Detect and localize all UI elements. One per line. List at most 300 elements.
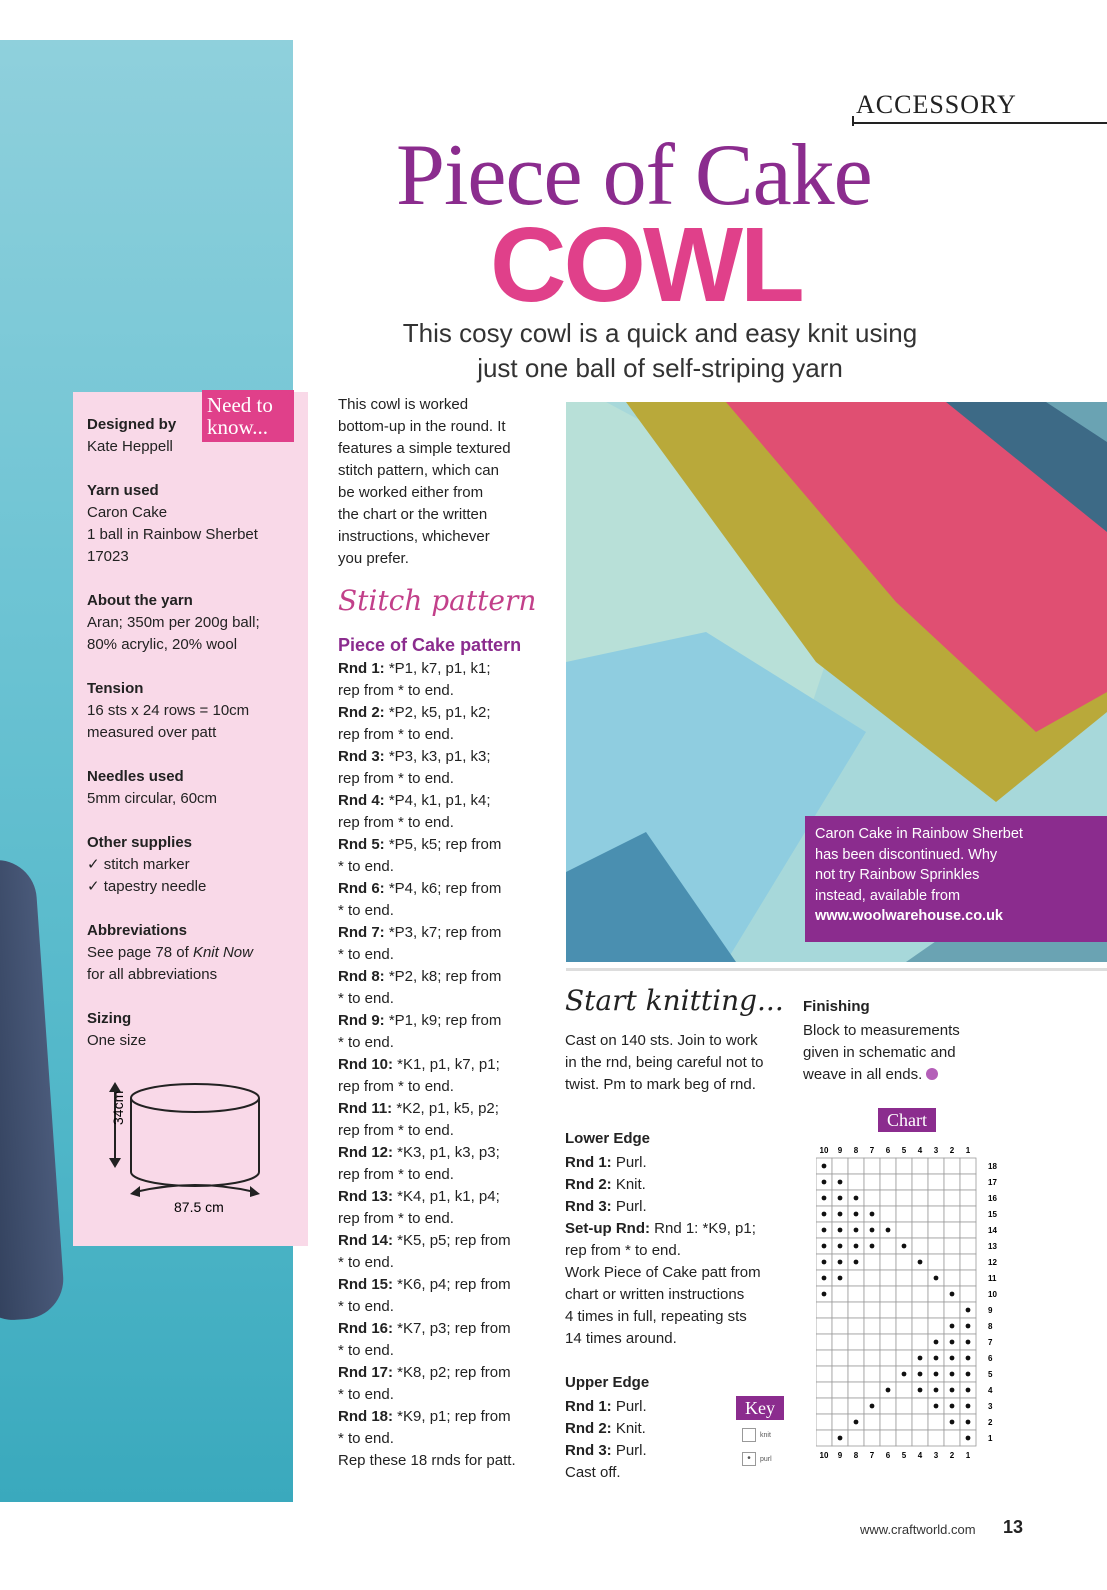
pattern-round-cont: * to end. bbox=[338, 1034, 394, 1051]
chart-row-number: 13 bbox=[988, 1242, 997, 1251]
chart-cell bbox=[848, 1174, 864, 1190]
purl-dot bbox=[934, 1340, 939, 1345]
tension-line: 16 sts x 24 rows = 10cm bbox=[87, 702, 250, 719]
title-line-2: COWL bbox=[490, 206, 802, 324]
chart-cell bbox=[928, 1318, 944, 1334]
chart-cell bbox=[880, 1430, 896, 1446]
about-yarn-heading: About the yarn bbox=[87, 592, 193, 609]
chart-cell bbox=[880, 1302, 896, 1318]
setup-line: 14 times around. bbox=[565, 1330, 677, 1347]
chart-cell bbox=[912, 1270, 928, 1286]
chart-cell bbox=[896, 1382, 912, 1398]
chart-cell bbox=[960, 1206, 976, 1222]
photo-caption bbox=[805, 816, 1107, 942]
chart-cell bbox=[816, 1414, 832, 1430]
about-yarn-block bbox=[87, 590, 297, 656]
purl-dot bbox=[822, 1180, 827, 1185]
stitch-chart bbox=[816, 1144, 1016, 1484]
lower-round: Rnd 2: Knit. bbox=[565, 1176, 646, 1193]
chart-cell bbox=[928, 1174, 944, 1190]
purl-dot bbox=[838, 1260, 843, 1265]
chart-cell bbox=[896, 1430, 912, 1446]
chart-cell bbox=[848, 1366, 864, 1382]
purl-dot bbox=[950, 1356, 955, 1361]
chart-cell bbox=[944, 1222, 960, 1238]
chart-cell bbox=[928, 1206, 944, 1222]
chart-row-number: 16 bbox=[988, 1194, 997, 1203]
intro-text-line: you prefer. bbox=[338, 550, 409, 567]
intro-text-line: be worked either from bbox=[338, 484, 484, 501]
pattern-round: Rnd 11: *K2, p1, k5, p2; bbox=[338, 1100, 499, 1117]
purl-symbol: • bbox=[742, 1452, 756, 1466]
chart-cell bbox=[928, 1158, 944, 1174]
chart-cell bbox=[864, 1430, 880, 1446]
chart-cell bbox=[864, 1366, 880, 1382]
chart-cell bbox=[960, 1270, 976, 1286]
stitch-pattern-heading: Stitch pattern bbox=[338, 584, 537, 617]
chart-cell bbox=[896, 1206, 912, 1222]
purl-dot bbox=[934, 1356, 939, 1361]
purl-dot bbox=[854, 1244, 859, 1249]
chart-col-number: 8 bbox=[853, 1451, 859, 1460]
chart-row-number: 3 bbox=[988, 1402, 993, 1411]
chart-cell bbox=[864, 1334, 880, 1350]
chart-cell bbox=[928, 1302, 944, 1318]
pattern-round-cont: * to end. bbox=[338, 946, 394, 963]
chart-cell bbox=[848, 1334, 864, 1350]
start-knitting-heading: Start knitting... bbox=[565, 984, 784, 1017]
pattern-subheading: Piece of Cake pattern bbox=[338, 635, 522, 655]
chart-cell bbox=[896, 1254, 912, 1270]
purl-dot bbox=[870, 1404, 875, 1409]
chart-cell bbox=[896, 1190, 912, 1206]
purl-dot bbox=[966, 1324, 971, 1329]
chart-cell bbox=[848, 1430, 864, 1446]
chart-row-number: 7 bbox=[988, 1338, 993, 1347]
upper-round: Rnd 1: Purl. bbox=[565, 1398, 647, 1415]
upper-edge-heading: Upper Edge bbox=[565, 1374, 650, 1391]
abbreviations-heading: Abbreviations bbox=[87, 922, 188, 939]
about-yarn-line: 80% acrylic, 20% wool bbox=[87, 636, 238, 653]
chart-col-number: 4 bbox=[917, 1146, 923, 1155]
chart-cell bbox=[944, 1254, 960, 1270]
chart-col-number: 10 bbox=[819, 1451, 829, 1460]
chart-cell bbox=[944, 1430, 960, 1446]
designed-by-heading: Designed by bbox=[87, 416, 177, 433]
finishing-text bbox=[803, 1020, 1003, 1086]
instruction-line: Cast on 140 sts. Join to work bbox=[565, 1032, 758, 1049]
purl-dot bbox=[838, 1436, 843, 1441]
purl-dot bbox=[966, 1372, 971, 1377]
key-knit-label: knit bbox=[760, 1431, 771, 1439]
chart-cell bbox=[864, 1414, 880, 1430]
needles-block bbox=[87, 766, 297, 810]
needles-line: 5mm circular, 60cm bbox=[87, 790, 218, 807]
pattern-round-cont: * to end. bbox=[338, 902, 394, 919]
chart-cell bbox=[960, 1222, 976, 1238]
pattern-round-cont: rep from * to end. bbox=[338, 1210, 454, 1227]
purl-dot bbox=[822, 1276, 827, 1281]
supplies-block bbox=[87, 832, 297, 898]
rounds-list bbox=[338, 658, 548, 1450]
purl-dot bbox=[966, 1420, 971, 1425]
purl-dot bbox=[966, 1404, 971, 1409]
chart-cell bbox=[960, 1174, 976, 1190]
finishing-heading: Finishing bbox=[803, 998, 870, 1015]
yarn-used-heading: Yarn used bbox=[87, 482, 159, 499]
chart-cell bbox=[960, 1238, 976, 1254]
chart-cell bbox=[880, 1270, 896, 1286]
designed-by-block bbox=[87, 414, 297, 458]
height-label: 34cm bbox=[110, 1090, 126, 1125]
chart-cell bbox=[880, 1350, 896, 1366]
intro-text-line: bottom-up in the round. It bbox=[338, 418, 506, 435]
pattern-round: Rnd 9: *P1, k9; rep from bbox=[338, 1012, 502, 1029]
chart-cell bbox=[848, 1398, 864, 1414]
chart-cell bbox=[912, 1158, 928, 1174]
chart-cell bbox=[816, 1302, 832, 1318]
pattern-round: Rnd 6: *P4, k6; rep from bbox=[338, 880, 502, 897]
chart-cell bbox=[864, 1350, 880, 1366]
chart-cell bbox=[880, 1318, 896, 1334]
chart-cell bbox=[832, 1398, 848, 1414]
chart-cell bbox=[864, 1318, 880, 1334]
chart-cell bbox=[832, 1350, 848, 1366]
finishing-line: given in schematic and bbox=[803, 1044, 956, 1061]
purl-dot bbox=[822, 1244, 827, 1249]
chart-cell bbox=[880, 1190, 896, 1206]
purl-dot bbox=[950, 1340, 955, 1345]
purl-dot bbox=[886, 1388, 891, 1393]
purl-dot bbox=[854, 1260, 859, 1265]
chart-cell bbox=[896, 1318, 912, 1334]
pattern-round: Rnd 3: *P3, k3, p1, k3; bbox=[338, 748, 491, 765]
chart-col-number: 3 bbox=[933, 1146, 939, 1155]
chart-row-number: 11 bbox=[988, 1274, 997, 1283]
pattern-round: Rnd 4: *P4, k1, p1, k4; bbox=[338, 792, 491, 809]
pattern-round-cont: * to end. bbox=[338, 1430, 394, 1447]
pattern-round-cont: * to end. bbox=[338, 990, 394, 1007]
yarn-used-block bbox=[87, 480, 297, 568]
section-label: ACCESSORY bbox=[856, 90, 1017, 119]
chart-cell bbox=[912, 1414, 928, 1430]
chart-cell bbox=[880, 1174, 896, 1190]
tag-line: know... bbox=[207, 415, 269, 439]
chart-cell bbox=[816, 1430, 832, 1446]
purl-dot bbox=[838, 1276, 843, 1281]
instruction-line: twist. Pm to mark beg of rnd. bbox=[565, 1076, 756, 1093]
purl-dot bbox=[950, 1292, 955, 1297]
chart-cell bbox=[896, 1270, 912, 1286]
purl-dot bbox=[950, 1324, 955, 1329]
purl-dot bbox=[838, 1244, 843, 1249]
chart-cell bbox=[896, 1414, 912, 1430]
chart-cell bbox=[928, 1222, 944, 1238]
caption-line: not try Rainbow Sprinkles bbox=[815, 867, 980, 883]
lower-round: Rnd 3: Purl. bbox=[565, 1198, 647, 1215]
chart-col-number: 2 bbox=[949, 1451, 955, 1460]
chart-cell bbox=[912, 1238, 928, 1254]
finishing-line: weave in all ends. bbox=[803, 1064, 1003, 1086]
chart-cell bbox=[848, 1382, 864, 1398]
cast-on-instructions bbox=[565, 1030, 795, 1096]
purl-dot bbox=[902, 1244, 907, 1249]
pattern-round-cont: rep from * to end. bbox=[338, 814, 454, 831]
purl-dot bbox=[966, 1308, 971, 1313]
supply-item: ✓ stitch marker bbox=[87, 856, 190, 873]
pattern-round: Rnd 8: *P2, k8; rep from bbox=[338, 968, 502, 985]
chart-cell bbox=[960, 1158, 976, 1174]
key-purl bbox=[742, 1452, 772, 1466]
finishing-line: Block to measurements bbox=[803, 1022, 960, 1039]
key-knit bbox=[742, 1428, 771, 1442]
purl-dot bbox=[854, 1212, 859, 1217]
chart-cell bbox=[848, 1318, 864, 1334]
yarn-line: Caron Cake bbox=[87, 504, 168, 521]
chart-cell bbox=[816, 1350, 832, 1366]
lower-edge-rounds bbox=[565, 1152, 795, 1350]
key-label: Key bbox=[736, 1396, 784, 1420]
chart-cell bbox=[944, 1270, 960, 1286]
upper-round: Rnd 3: Purl. bbox=[565, 1442, 647, 1459]
purl-dot bbox=[918, 1260, 923, 1265]
caption-line: has been discontinued. Why bbox=[815, 846, 998, 863]
chart-row-number: 1 bbox=[988, 1434, 993, 1443]
circumference-label: 87.5 cm bbox=[174, 1199, 224, 1215]
purl-dot bbox=[854, 1420, 859, 1425]
supply-item: ✓ tapestry needle bbox=[87, 878, 207, 895]
purl-dot bbox=[886, 1228, 891, 1233]
tension-block bbox=[87, 678, 297, 744]
chart-cell bbox=[928, 1430, 944, 1446]
chart-row-number: 9 bbox=[988, 1306, 993, 1315]
chart-cell bbox=[864, 1158, 880, 1174]
chart-cell bbox=[816, 1366, 832, 1382]
pattern-round: Rnd 14: *K5, p5; rep from bbox=[338, 1232, 511, 1249]
chart-cell bbox=[864, 1174, 880, 1190]
purl-dot bbox=[838, 1212, 843, 1217]
chart-cell bbox=[944, 1302, 960, 1318]
chart-cell bbox=[896, 1286, 912, 1302]
chart-cell bbox=[928, 1238, 944, 1254]
pattern-round-cont: * to end. bbox=[338, 1254, 394, 1271]
chart-cell bbox=[912, 1222, 928, 1238]
purl-dot bbox=[966, 1356, 971, 1361]
chart-cell bbox=[944, 1158, 960, 1174]
chart-cell bbox=[832, 1366, 848, 1382]
chart-cell bbox=[912, 1318, 928, 1334]
pattern-round-cont: rep from * to end. bbox=[338, 1166, 454, 1183]
pattern-round: Rnd 12: *K3, p1, k3, p3; bbox=[338, 1144, 500, 1161]
purl-dot bbox=[950, 1372, 955, 1377]
chart-cell bbox=[832, 1318, 848, 1334]
chart-cell bbox=[928, 1286, 944, 1302]
purl-dot bbox=[934, 1404, 939, 1409]
chart-cell bbox=[816, 1334, 832, 1350]
chart-cell bbox=[864, 1190, 880, 1206]
chart-row-number: 17 bbox=[988, 1178, 997, 1187]
purl-dot bbox=[902, 1372, 907, 1377]
chart-col-number: 5 bbox=[901, 1146, 907, 1155]
pattern-closing: Rep these 18 rnds for patt. bbox=[338, 1452, 516, 1469]
chart-cell bbox=[816, 1318, 832, 1334]
chart-cell bbox=[832, 1158, 848, 1174]
chart-cell bbox=[912, 1398, 928, 1414]
section-rule bbox=[852, 122, 1107, 124]
chart-cell bbox=[832, 1286, 848, 1302]
chart-cell bbox=[880, 1414, 896, 1430]
caption-line: instead, available from bbox=[815, 887, 961, 904]
pattern-round-cont: rep from * to end. bbox=[338, 682, 454, 699]
purl-dot bbox=[822, 1260, 827, 1265]
chart-cell bbox=[864, 1270, 880, 1286]
intro-standfirst bbox=[360, 316, 960, 386]
chart-col-number: 6 bbox=[885, 1451, 891, 1460]
lower-round: Rnd 1: Purl. bbox=[565, 1154, 647, 1171]
chart-col-number: 10 bbox=[819, 1146, 829, 1155]
chart-cell bbox=[944, 1174, 960, 1190]
abbreviations-line: for all abbreviations bbox=[87, 966, 218, 983]
chart-cell bbox=[912, 1206, 928, 1222]
lower-edge-heading: Lower Edge bbox=[565, 1130, 651, 1147]
chart-row-number: 10 bbox=[988, 1290, 997, 1299]
purl-dot bbox=[870, 1228, 875, 1233]
purl-dot bbox=[822, 1292, 827, 1297]
caption-link[interactable]: www.woolwarehouse.co.uk bbox=[815, 908, 1003, 924]
pattern-round: Rnd 5: *P5, k5; rep from bbox=[338, 836, 502, 853]
intro-line: This cosy cowl is a quick and easy knit using bbox=[402, 318, 918, 348]
chart-cell bbox=[896, 1334, 912, 1350]
intro-line: just one ball of self-striping yarn bbox=[477, 353, 843, 383]
chart-cell bbox=[880, 1366, 896, 1382]
abbreviations-text: See page 78 of bbox=[87, 944, 193, 961]
pattern-round: Rnd 7: *P3, k7; rep from bbox=[338, 924, 502, 941]
caption-line: Caron Cake in Rainbow Sherbet bbox=[815, 826, 1023, 842]
setup-round: Set-up Rnd: Rnd 1: *K9, p1; bbox=[565, 1220, 756, 1237]
chart-cell bbox=[848, 1270, 864, 1286]
pattern-round-cont: * to end. bbox=[338, 1298, 394, 1315]
chart-cell bbox=[944, 1206, 960, 1222]
yarn-line: 1 ball in Rainbow Sherbet bbox=[87, 526, 258, 543]
chart-row-number: 14 bbox=[988, 1226, 997, 1235]
pattern-round-cont: rep from * to end. bbox=[338, 1122, 454, 1139]
needles-heading: Needles used bbox=[87, 768, 184, 785]
chart-cell bbox=[896, 1302, 912, 1318]
chart-cell bbox=[896, 1350, 912, 1366]
chart-cell bbox=[928, 1254, 944, 1270]
chart-cell bbox=[848, 1350, 864, 1366]
pattern-round: Rnd 13: *K4, p1, k1, p4; bbox=[338, 1188, 500, 1205]
pattern-round: Rnd 15: *K6, p4; rep from bbox=[338, 1276, 511, 1293]
chart-cell bbox=[864, 1382, 880, 1398]
purl-dot bbox=[838, 1180, 843, 1185]
purl-dot bbox=[918, 1388, 923, 1393]
instruction-line: in the rnd, being careful not to bbox=[565, 1054, 764, 1071]
purl-dot bbox=[950, 1420, 955, 1425]
chart-row-number: 5 bbox=[988, 1370, 993, 1379]
chart-cell bbox=[880, 1238, 896, 1254]
chart-col-number: 1 bbox=[965, 1146, 971, 1155]
purl-dot bbox=[966, 1340, 971, 1345]
cast-off-line: Cast off. bbox=[565, 1464, 621, 1481]
chart-cell bbox=[912, 1286, 928, 1302]
purl-dot bbox=[918, 1372, 923, 1377]
page-number: 13 bbox=[1003, 1517, 1024, 1537]
magazine-name: Knit Now bbox=[192, 944, 253, 961]
chart-col-number: 3 bbox=[933, 1451, 939, 1460]
supplies-heading: Other supplies bbox=[87, 834, 193, 851]
chart-cell bbox=[848, 1158, 864, 1174]
pattern-round: Rnd 16: *K7, p3; rep from bbox=[338, 1320, 511, 1337]
chart-cell bbox=[880, 1254, 896, 1270]
chart-cell bbox=[832, 1302, 848, 1318]
purl-dot bbox=[918, 1356, 923, 1361]
chart-cell bbox=[960, 1286, 976, 1302]
chart-cell bbox=[832, 1334, 848, 1350]
intro-text-line: the chart or the written bbox=[338, 506, 488, 523]
pattern-round: Rnd 18: *K9, p1; rep from bbox=[338, 1408, 511, 1425]
purl-dot bbox=[966, 1436, 971, 1441]
about-yarn-line: Aran; 350m per 200g ball; bbox=[87, 614, 260, 631]
tension-line: measured over patt bbox=[87, 724, 217, 741]
chart-col-number: 4 bbox=[917, 1451, 923, 1460]
pattern-round: Rnd 2: *P2, k5, p1, k2; bbox=[338, 704, 491, 721]
purl-dot bbox=[934, 1388, 939, 1393]
chart-cell bbox=[912, 1334, 928, 1350]
sizing-heading: Sizing bbox=[87, 1010, 132, 1027]
section-divider bbox=[566, 968, 1107, 971]
footer-url[interactable]: www.craftworld.com bbox=[860, 1522, 976, 1537]
tension-heading: Tension bbox=[87, 680, 144, 697]
chart-cell bbox=[848, 1286, 864, 1302]
purl-dot bbox=[854, 1196, 859, 1201]
purl-dot bbox=[870, 1212, 875, 1217]
chart-cell bbox=[832, 1382, 848, 1398]
purl-dot bbox=[934, 1372, 939, 1377]
chart-cell bbox=[928, 1414, 944, 1430]
setup-line: rep from * to end. bbox=[565, 1242, 681, 1259]
designer-name: Kate Heppell bbox=[87, 438, 173, 455]
pattern-round-cont: * to end. bbox=[338, 1342, 394, 1359]
sizing-line: One size bbox=[87, 1032, 147, 1049]
chart-cell bbox=[880, 1286, 896, 1302]
chart-cell bbox=[896, 1158, 912, 1174]
chart-col-number: 6 bbox=[885, 1146, 891, 1155]
chart-cell bbox=[944, 1190, 960, 1206]
pattern-round-cont: rep from * to end. bbox=[338, 726, 454, 743]
purl-dot bbox=[950, 1388, 955, 1393]
chart-cell bbox=[896, 1222, 912, 1238]
chart-row-number: 2 bbox=[988, 1418, 993, 1427]
chart-row-number: 8 bbox=[988, 1322, 993, 1331]
title-line-1: Piece of Cake bbox=[396, 127, 872, 224]
chart-cell bbox=[928, 1190, 944, 1206]
pattern-round-cont: * to end. bbox=[338, 1386, 394, 1403]
section-rule-tick bbox=[852, 116, 854, 126]
chart-col-number: 9 bbox=[837, 1451, 843, 1460]
chart-cell bbox=[912, 1430, 928, 1446]
yarn-line: 17023 bbox=[87, 548, 129, 565]
key-purl-label: purl bbox=[760, 1455, 772, 1463]
purl-dot bbox=[822, 1228, 827, 1233]
intro-text-line: stitch pattern, which can bbox=[338, 462, 499, 479]
chart-row-number: 4 bbox=[988, 1386, 993, 1395]
sizing-block bbox=[87, 1008, 297, 1052]
chart-cell bbox=[912, 1302, 928, 1318]
intro-text-line: instructions, whichever bbox=[338, 528, 490, 545]
chart-cell bbox=[912, 1174, 928, 1190]
chart-cell bbox=[896, 1398, 912, 1414]
